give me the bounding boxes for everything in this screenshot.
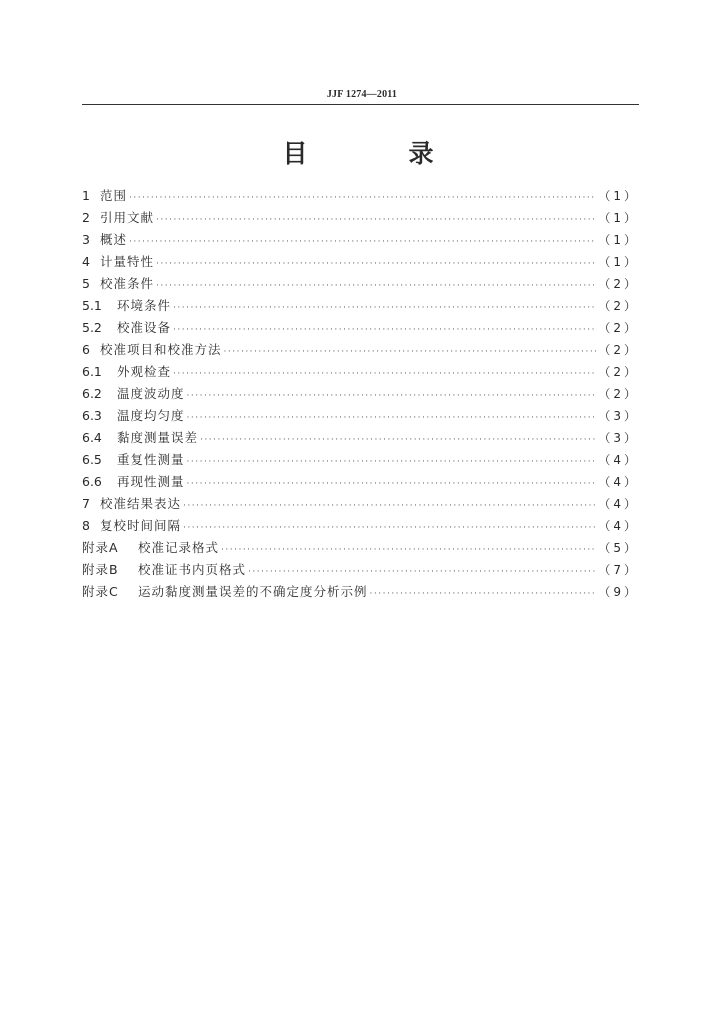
toc-leader-dots xyxy=(156,275,596,297)
toc-entry xyxy=(82,185,639,207)
toc-leader-dots xyxy=(183,517,596,539)
toc-leader-dots xyxy=(224,341,597,363)
toc-leader-dots xyxy=(156,253,596,275)
toc-entry-page: （2） xyxy=(598,387,639,401)
toc-entry xyxy=(82,273,639,295)
toc-entry-page: （1） xyxy=(598,233,639,247)
toc-entry-page: （4） xyxy=(598,519,639,533)
toc-entry-number: 6.2 xyxy=(82,386,102,401)
header-rule xyxy=(82,104,639,105)
toc-entry xyxy=(82,581,639,603)
toc-leader-dots xyxy=(248,561,596,583)
toc-entry xyxy=(82,295,639,317)
toc-entry-number: 6.4 xyxy=(82,430,102,445)
toc-entry-title: 校准条件 xyxy=(100,276,155,291)
table-of-contents xyxy=(82,185,639,603)
toc-entry-title: 概述 xyxy=(100,232,128,247)
standard-code: JJF 1274—2011 xyxy=(326,89,398,100)
toc-entry-page: （2） xyxy=(598,343,639,357)
toc-entry-number: 6.5 xyxy=(82,452,102,467)
toc-entry-page: （4） xyxy=(598,475,639,489)
toc-entry-page: （9） xyxy=(598,585,639,599)
toc-entry-page: （5） xyxy=(598,541,639,555)
toc-entry-title: 计量特性 xyxy=(100,254,155,269)
toc-leader-dots xyxy=(370,583,597,605)
toc-entry-number: 6.1 xyxy=(82,364,102,379)
toc-entry-number: 附录A xyxy=(82,540,119,555)
toc-entry-title: 外观检查 xyxy=(117,364,172,379)
toc-leader-dots xyxy=(187,407,597,429)
toc-entry-page: （3） xyxy=(598,409,639,423)
toc-leader-dots xyxy=(173,319,596,341)
toc-entry-number: 3 xyxy=(82,232,90,247)
toc-entry xyxy=(82,471,639,493)
toc-entry-title: 复校时间间隔 xyxy=(100,518,182,533)
toc-entry-number: 5.2 xyxy=(82,320,102,335)
toc-entry xyxy=(82,515,639,537)
toc-entry-page: （2） xyxy=(598,277,639,291)
toc-entry-page: （1） xyxy=(598,211,639,225)
toc-entry xyxy=(82,559,639,581)
toc-leader-dots xyxy=(187,451,597,473)
toc-leader-dots xyxy=(156,209,596,231)
toc-entry-title: 温度均匀度 xyxy=(117,408,185,423)
toc-entry-title: 校准设备 xyxy=(117,320,172,335)
toc-entry-page: （4） xyxy=(598,497,639,511)
toc-entry-page: （1） xyxy=(598,189,639,203)
toc-entry-number: 6 xyxy=(82,342,90,357)
toc-entry-number: 7 xyxy=(82,496,90,511)
toc-entry-title: 校准项目和校准方法 xyxy=(100,342,222,357)
toc-entry xyxy=(82,251,639,273)
toc-entry xyxy=(82,493,639,515)
toc-entry-page: （3） xyxy=(598,431,639,445)
toc-entry-title: 校准结果表达 xyxy=(100,496,182,511)
toc-leader-dots xyxy=(183,495,596,517)
toc-entry-number: 附录B xyxy=(82,562,119,577)
toc-entry-title: 再现性测量 xyxy=(117,474,185,489)
toc-entry-number: 5 xyxy=(82,276,90,291)
page-title: 目 录 xyxy=(282,139,472,168)
toc-entry-number: 2 xyxy=(82,210,90,225)
toc-entry-title: 引用文献 xyxy=(100,210,155,225)
toc-entry-title: 黏度测量误差 xyxy=(117,430,199,445)
toc-leader-dots xyxy=(187,385,597,407)
toc-entry-title: 运动黏度测量误差的不确定度分析示例 xyxy=(138,584,368,599)
toc-entry-title: 范围 xyxy=(100,188,128,203)
toc-entry xyxy=(82,339,639,361)
toc-leader-dots xyxy=(173,297,596,319)
toc-entry xyxy=(82,405,639,427)
toc-leader-dots xyxy=(173,363,596,385)
toc-entry-title: 重复性测量 xyxy=(117,452,185,467)
toc-leader-dots xyxy=(200,429,596,451)
toc-entry-page: （2） xyxy=(598,299,639,313)
toc-entry xyxy=(82,427,639,449)
toc-entry-title: 校准证书内页格式 xyxy=(138,562,247,577)
toc-entry xyxy=(82,317,639,339)
toc-entry xyxy=(82,537,639,559)
toc-entry xyxy=(82,207,639,229)
toc-entry-page: （4） xyxy=(598,453,639,467)
toc-entry-number: 6.3 xyxy=(82,408,102,423)
toc-entry-title: 温度波动度 xyxy=(117,386,185,401)
toc-entry xyxy=(82,383,639,405)
toc-entry-page: （1） xyxy=(598,255,639,269)
toc-leader-dots xyxy=(221,539,596,561)
toc-entry-title: 环境条件 xyxy=(117,298,172,313)
toc-leader-dots xyxy=(129,187,596,209)
toc-leader-dots xyxy=(129,231,596,253)
toc-entry-number: 8 xyxy=(82,518,90,533)
toc-entry-number: 5.1 xyxy=(82,298,102,313)
toc-entry-number: 1 xyxy=(82,188,90,203)
toc-entry xyxy=(82,361,639,383)
toc-entry-page: （2） xyxy=(598,321,639,335)
toc-leader-dots xyxy=(187,473,597,495)
toc-entry-number: 6.6 xyxy=(82,474,102,489)
toc-entry-title: 校准记录格式 xyxy=(138,540,220,555)
toc-entry-page: （7） xyxy=(598,563,639,577)
toc-entry-number: 4 xyxy=(82,254,90,269)
toc-entry-number: 附录C xyxy=(82,584,119,599)
toc-entry xyxy=(82,229,639,251)
toc-entry-page: （2） xyxy=(598,365,639,379)
toc-entry xyxy=(82,449,639,471)
